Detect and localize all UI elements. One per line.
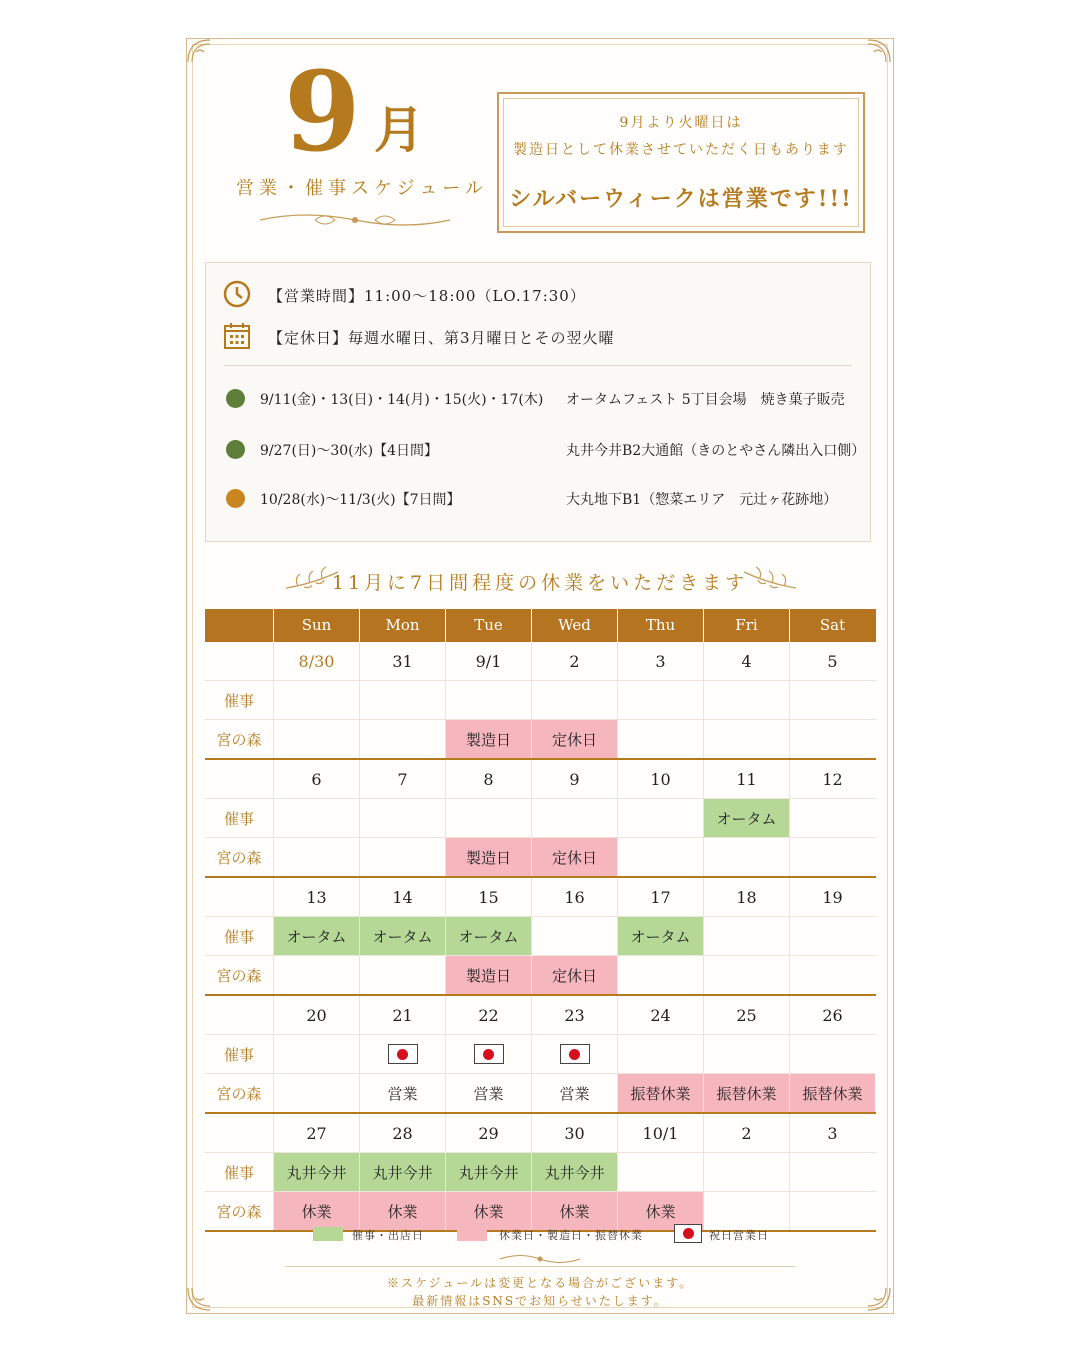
event-dot — [226, 389, 245, 408]
event-cell — [273, 681, 359, 719]
event-cell — [617, 799, 703, 837]
store-cell — [789, 720, 875, 758]
business-hours: 【営業時間】11:00〜18:00（LO.17:30） — [268, 287, 586, 305]
store-cell — [789, 956, 875, 994]
event-cell: オータム — [359, 917, 445, 955]
closure-notice-heading: 11月に7日間程度の休業をいただきます — [331, 572, 749, 594]
japan-flag-icon — [359, 1035, 445, 1073]
footer-flourish-icon — [496, 1252, 584, 1266]
date-cell: 5 — [789, 642, 875, 680]
corner-ornament-icon — [186, 38, 212, 64]
date-cell: 9 — [531, 760, 617, 798]
store-cell — [703, 720, 789, 758]
store-cell — [617, 956, 703, 994]
event-place: オータムフェスト 5丁目会場 焼き菓子販売 — [566, 392, 845, 408]
event-cell: 丸井今井 — [359, 1153, 445, 1191]
event-cell — [617, 1153, 703, 1191]
notice-headline: シルバーウィークは営業です!!! — [509, 186, 853, 212]
store-cell: 製造日 — [445, 720, 531, 758]
event-dot — [226, 440, 245, 459]
date-cell: 4 — [703, 642, 789, 680]
row-label: 催事 — [223, 1045, 254, 1064]
event-cell — [703, 917, 789, 955]
event-cell — [789, 681, 875, 719]
date-row — [205, 996, 876, 1034]
row-label: 宮の森 — [216, 1202, 262, 1221]
event-date: 9/27(日)〜30(水)【4日間】 — [260, 443, 439, 459]
date-cell: 12 — [789, 760, 875, 798]
date-cell: 3 — [789, 1114, 875, 1152]
event-cell — [789, 1153, 875, 1191]
store-cell — [617, 720, 703, 758]
legend-swatch-event — [313, 1227, 343, 1241]
date-cell: 26 — [789, 996, 875, 1034]
date-cell: 18 — [703, 878, 789, 916]
weekday-header: Thu — [617, 609, 703, 642]
date-cell: 19 — [789, 878, 875, 916]
row-label: 催事 — [223, 809, 254, 828]
event-cell — [703, 1153, 789, 1191]
event-cell: 丸井今井 — [273, 1153, 359, 1191]
legend-label-holiday-open: 祝日営業日 — [709, 1229, 769, 1242]
date-row — [205, 878, 876, 916]
sprig-right-icon — [742, 562, 798, 592]
date-cell: 29 — [445, 1114, 531, 1152]
weekday-header: Fri — [703, 609, 789, 642]
event-cell: 丸井今井 — [531, 1153, 617, 1191]
date-cell: 2 — [531, 642, 617, 680]
date-cell: 25 — [703, 996, 789, 1034]
calendar-week — [205, 878, 876, 996]
event-dot — [226, 489, 245, 508]
japan-flag-icon — [674, 1224, 702, 1243]
date-cell: 17 — [617, 878, 703, 916]
info-divider — [224, 365, 852, 366]
row-label: 宮の森 — [216, 730, 262, 749]
date-cell: 2 — [703, 1114, 789, 1152]
event-cell — [789, 799, 875, 837]
store-cell: 休業 — [531, 1192, 617, 1230]
store-cell: 定休日 — [531, 720, 617, 758]
calendar-week — [205, 1114, 876, 1232]
weekday-header: Sat — [789, 609, 875, 642]
store-cell — [359, 720, 445, 758]
legend-label-event: 催事・出店日 — [352, 1229, 424, 1242]
store-cell: 定休日 — [531, 956, 617, 994]
event-cell — [445, 799, 531, 837]
date-cell: 8 — [445, 760, 531, 798]
regular-holidays: 【定休日】毎週水曜日、第3月曜日とその翌火曜 — [268, 329, 615, 347]
event-cell — [531, 917, 617, 955]
store-cell — [617, 838, 703, 876]
event-row — [205, 680, 876, 719]
store-row — [205, 719, 876, 758]
store-cell — [273, 1074, 359, 1112]
event-cell — [359, 681, 445, 719]
info-box — [205, 262, 871, 542]
store-cell — [359, 956, 445, 994]
event-date: 9/11(金)・13(日)・14(月)・15(火)・17(木) — [260, 392, 544, 408]
event-cell — [531, 799, 617, 837]
date-cell: 7 — [359, 760, 445, 798]
event-cell: オータム — [273, 917, 359, 955]
date-cell: 15 — [445, 878, 531, 916]
weekday-header: Wed — [531, 609, 617, 642]
notice-box — [497, 92, 865, 233]
store-cell: 休業 — [359, 1192, 445, 1230]
event-row — [205, 1152, 876, 1191]
event-cell — [703, 681, 789, 719]
store-row — [205, 837, 876, 876]
notice-line-1: 9月より火曜日は — [619, 115, 743, 131]
date-cell: 10/1 — [617, 1114, 703, 1152]
row-label: 宮の森 — [216, 848, 262, 867]
event-cell — [617, 681, 703, 719]
calendar-week — [205, 996, 876, 1114]
event-place: 大丸地下B1（惣菜エリア 元辻ヶ花跡地） — [566, 492, 838, 508]
store-cell: 営業 — [531, 1074, 617, 1112]
event-cell — [273, 799, 359, 837]
date-row — [205, 642, 876, 680]
store-cell: 休業 — [273, 1192, 359, 1230]
month-number: 9 — [284, 47, 361, 176]
row-label: 催事 — [223, 927, 254, 946]
japan-flag-icon — [445, 1035, 531, 1073]
store-row — [205, 955, 876, 994]
store-cell: 製造日 — [445, 956, 531, 994]
row-label: 宮の森 — [216, 966, 262, 985]
page-subtitle: 営業・催事スケジュール — [236, 178, 488, 199]
calendar-week — [205, 642, 876, 760]
legend-swatch-closed — [457, 1227, 487, 1241]
event-cell — [531, 681, 617, 719]
store-cell: 製造日 — [445, 838, 531, 876]
row-label: 催事 — [223, 691, 254, 710]
date-cell: 20 — [273, 996, 359, 1034]
store-cell — [703, 956, 789, 994]
date-cell: 10 — [617, 760, 703, 798]
japan-flag-icon — [531, 1035, 617, 1073]
calendar-icon — [222, 321, 252, 351]
date-cell: 21 — [359, 996, 445, 1034]
weekday-header: Sun — [273, 609, 359, 642]
store-cell: 定休日 — [531, 838, 617, 876]
weekday-header: Mon — [359, 609, 445, 642]
calendar-week — [205, 760, 876, 878]
event-place: 丸井今井B2大通館（きのとやさん隣出入口側） — [566, 443, 866, 459]
date-cell: 27 — [273, 1114, 359, 1152]
event-cell — [359, 799, 445, 837]
event-row — [205, 916, 876, 955]
event-cell — [789, 1035, 875, 1073]
date-cell: 28 — [359, 1114, 445, 1152]
footer-divider — [285, 1266, 795, 1267]
event-cell: オータム — [445, 917, 531, 955]
calendar-header — [205, 609, 876, 642]
clock-icon — [222, 279, 252, 309]
schedule-calendar — [205, 609, 876, 1232]
store-cell — [273, 956, 359, 994]
row-label: 催事 — [223, 1163, 254, 1182]
event-row — [205, 798, 876, 837]
store-cell: 営業 — [445, 1074, 531, 1112]
date-cell: 24 — [617, 996, 703, 1034]
date-cell: 23 — [531, 996, 617, 1034]
date-cell: 8/30 — [273, 642, 359, 680]
store-cell — [703, 838, 789, 876]
date-cell: 11 — [703, 760, 789, 798]
date-cell: 3 — [617, 642, 703, 680]
store-cell — [273, 838, 359, 876]
weekday-header: Tue — [445, 609, 531, 642]
event-cell — [617, 1035, 703, 1073]
date-cell: 14 — [359, 878, 445, 916]
date-row — [205, 760, 876, 798]
legend — [0, 1224, 1080, 1244]
event-cell — [789, 917, 875, 955]
date-row — [205, 1114, 876, 1152]
date-cell: 22 — [445, 996, 531, 1034]
store-cell: 振替休業 — [703, 1074, 789, 1112]
corner-ornament-icon — [866, 38, 892, 64]
store-cell: 休業 — [617, 1192, 703, 1230]
store-cell — [359, 838, 445, 876]
store-cell — [273, 720, 359, 758]
month-kanji: 月 — [374, 100, 424, 159]
event-cell — [273, 1035, 359, 1073]
notice-line-2: 製造日として休業させていただく日もあります — [513, 142, 849, 158]
event-cell: 丸井今井 — [445, 1153, 531, 1191]
event-row — [205, 1034, 876, 1073]
store-cell: 振替休業 — [617, 1074, 703, 1112]
date-cell: 16 — [531, 878, 617, 916]
store-cell: 営業 — [359, 1074, 445, 1112]
footer-note-1: ※スケジュールは変更となる場合がございます。 — [386, 1276, 694, 1290]
event-cell: オータム — [617, 917, 703, 955]
event-cell — [703, 1035, 789, 1073]
flourish-ornament-icon — [255, 208, 455, 232]
store-cell: 休業 — [445, 1192, 531, 1230]
store-row — [205, 1073, 876, 1112]
legend-label-closed: 休業日・製造日・振替休業 — [499, 1229, 643, 1242]
store-cell — [789, 838, 875, 876]
event-cell — [445, 681, 531, 719]
store-cell: 振替休業 — [789, 1074, 875, 1112]
footer-note-2: 最新情報はSNSでお知らせいたします。 — [412, 1294, 668, 1308]
date-cell: 6 — [273, 760, 359, 798]
event-date: 10/28(水)〜11/3(火)【7日間】 — [260, 492, 461, 508]
date-cell: 9/1 — [445, 642, 531, 680]
row-label: 宮の森 — [216, 1084, 262, 1103]
date-cell: 31 — [359, 642, 445, 680]
event-cell: オータム — [703, 799, 789, 837]
date-cell: 13 — [273, 878, 359, 916]
date-cell: 30 — [531, 1114, 617, 1152]
